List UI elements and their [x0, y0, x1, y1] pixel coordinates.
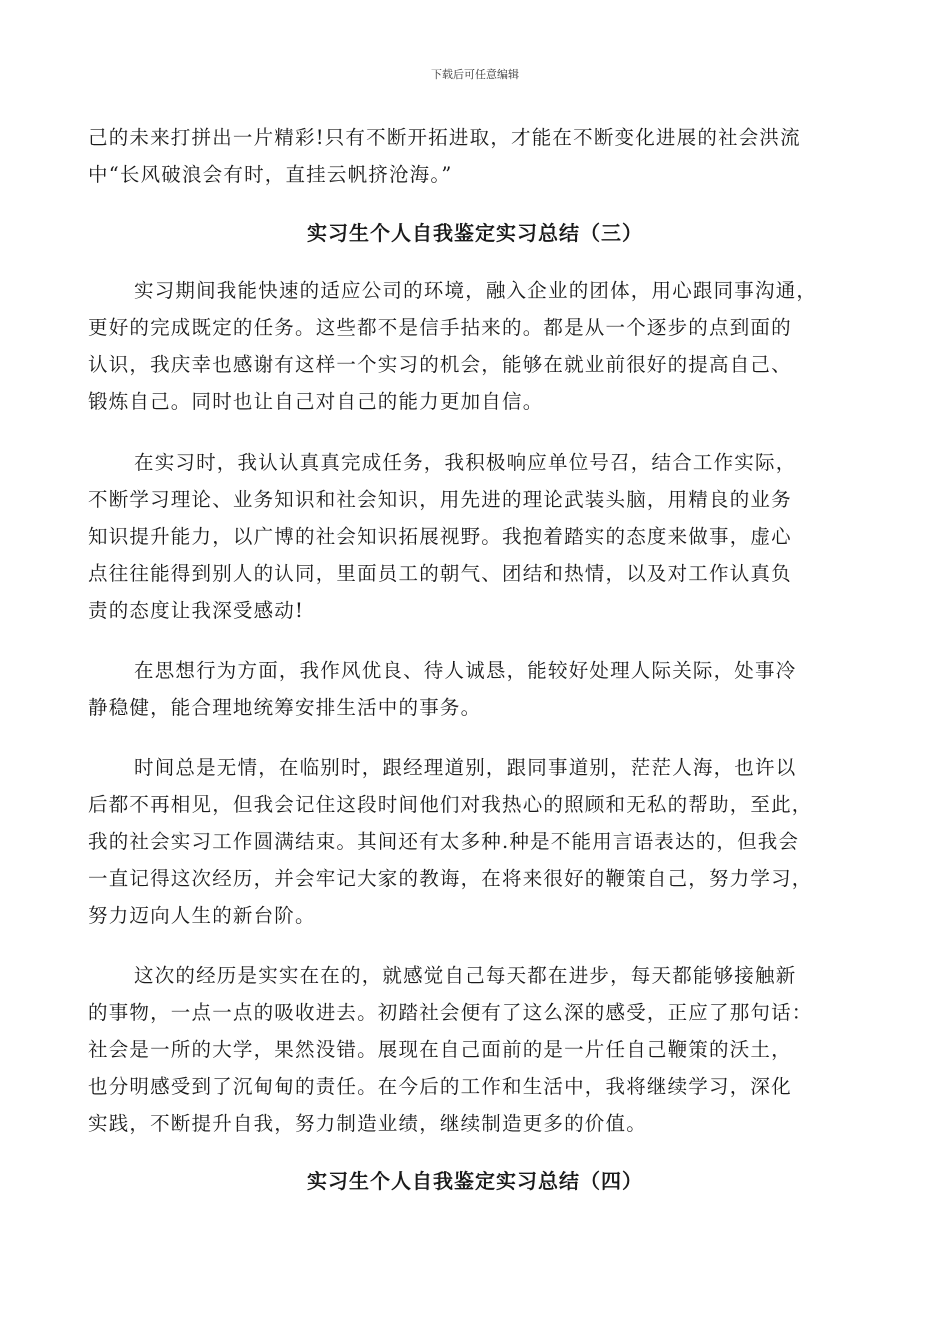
body-line: 认识，我庆幸也感谢有这样一个实习的机会，能够在就业前很好的提高自己、: [88, 353, 792, 376]
paragraph-first-line: 这次的经历是实实在在的，就感觉自己每天都在进步，每天都能够接触新: [134, 964, 797, 987]
section-title: 实习生个人自我鉴定实习总结（四）: [307, 1169, 643, 1193]
paragraph-first-line: 时间总是无情，在临别时，跟经理道别，跟同事道别，茫茫人海，也许以: [134, 756, 797, 779]
body-line: 静稳健，能合理地统筹安排生活中的事务。: [88, 696, 482, 719]
body-line: 点往往能得到别人的认同，里面员工的朝气、团结和热情，以及对工作认真负: [88, 562, 792, 585]
body-line: 不断学习理论、业务知识和社会知识，用先进的理论武装头脑，用精良的业务: [88, 488, 792, 511]
page-header: 下载后可任意编辑: [431, 68, 519, 81]
body-line: 责的态度让我深受感动!: [88, 599, 305, 622]
body-line: 一直记得这次经历，并会牢记大家的教诲，在将来很好的鞭策自己，努力学习，: [88, 867, 813, 890]
body-line: 更好的完成既定的任务。这些都不是信手拈来的。都是从一个逐步的点到面的: [88, 316, 792, 339]
body-line: 我的社会实习工作圆满结束。其间还有太多种.种是不能用言语表达的，但我会: [88, 830, 800, 853]
body-line: 后都不再相见，但我会记住这段时间他们对我热心的照顾和无私的帮助，至此，: [88, 793, 813, 816]
section-title: 实习生个人自我鉴定实习总结（三）: [307, 221, 643, 245]
body-line: 也分明感受到了沉甸甸的责任。在今后的工作和生活中，我将继续学习，深化: [88, 1075, 792, 1098]
body-line: 中“长风破浪会有时，直挂云帆挤沧海。”: [88, 163, 453, 186]
body-line: 的事物，一点一点的吸收进去。初踏社会便有了这么深的感受，正应了那句话：: [88, 1001, 813, 1024]
paragraph-first-line: 实习期间我能快速的适应公司的环境，融入企业的团体，用心跟同事沟通，: [134, 279, 818, 302]
paragraph-first-line: 在思想行为方面，我作风优良、待人诚恳，能较好处理人际关际，处事冷: [134, 659, 797, 682]
body-line: 知识提升能力，以广博的社会知识拓展视野。我抱着踏实的态度来做事，虚心: [88, 525, 792, 548]
body-line: 锻炼自己。同时也让自己对自己的能力更加自信。: [88, 390, 544, 413]
paragraph-first-line: 在实习时，我认认真真完成任务，我积极响应单位号召，结合工作实际，: [134, 451, 797, 474]
body-line: 社会是一所的大学，果然没错。展现在自己面前的是一片任自己鞭策的沃土，: [88, 1038, 792, 1061]
body-line: 实践，不断提升自我，努力制造业绩，继续制造更多的价值。: [88, 1112, 647, 1135]
body-line: 己的未来打拼出一片精彩!只有不断开拓进取，才能在不断变化进展的社会洪流: [88, 126, 801, 149]
body-line: 努力迈向人生的新台阶。: [88, 904, 316, 927]
